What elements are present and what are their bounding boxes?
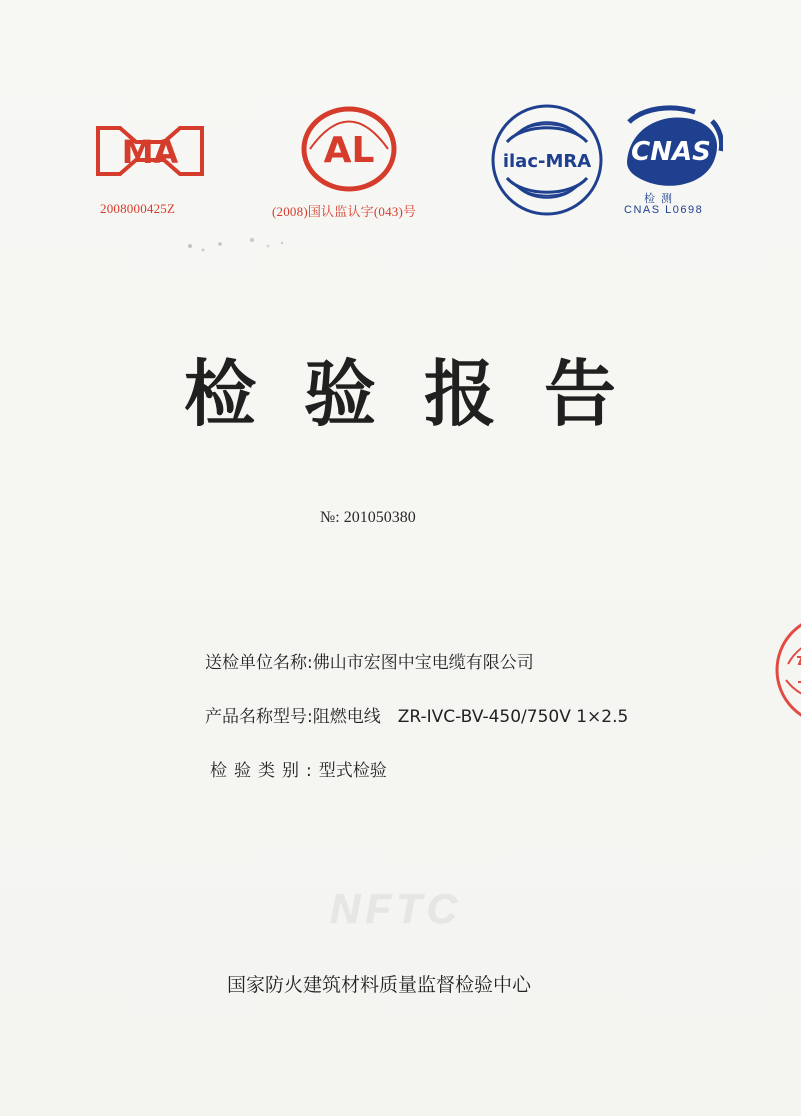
cal-certificate-number: (2008)国认监认字(043)号 — [272, 204, 417, 219]
nftc-watermark: NFTC — [330, 885, 462, 932]
sender-field — [205, 648, 534, 673]
report-title-char-2: 验 — [303, 352, 376, 436]
cnas-caption-top: 检 测 — [644, 193, 674, 205]
cma-logo-text: MA — [121, 133, 179, 171]
cal-logo-text: AL — [323, 130, 375, 171]
report-title-char-3: 报 — [423, 352, 496, 436]
inspection-type-value: 型式检验 — [318, 761, 387, 781]
inspection-type-label: 检验类别: — [210, 761, 319, 781]
report-number-value: 201050380 — [343, 509, 416, 526]
report-title — [170, 336, 630, 436]
issuing-organization: 国家防火建筑材料质量监督检验中心 — [227, 974, 532, 996]
report-title-char-1: 检 — [183, 352, 256, 436]
sender-label: 送检单位名称: — [205, 653, 313, 673]
report-title-char-4: 告 — [543, 352, 616, 436]
scan-smudge-marks — [180, 232, 300, 272]
sender-value: 佛山市宏图中宝电缆有限公司 — [312, 653, 534, 673]
report-number-label: №: — [320, 509, 340, 526]
product-field — [205, 702, 628, 727]
cnas-logo-text: CNAS — [631, 137, 711, 167]
cma-certificate-number: 2008000425Z — [100, 201, 176, 216]
cal-logo — [295, 104, 403, 196]
product-label: 产品名称型号: — [205, 707, 313, 727]
ilac-mra-logo-text: ilac-MRA — [502, 151, 592, 172]
cma-logo — [90, 118, 210, 184]
report-number — [320, 509, 416, 527]
cnas-accreditation-number: CNAS L0698 — [624, 204, 704, 216]
product-value: 阻燃电线 ZR-IVC-BV-450/750V 1×2.5 — [312, 707, 629, 727]
ilac-mra-logo — [489, 103, 605, 217]
inspection-type-field — [210, 756, 387, 781]
partial-red-stamp — [751, 610, 801, 730]
cnas-logo — [611, 104, 723, 196]
